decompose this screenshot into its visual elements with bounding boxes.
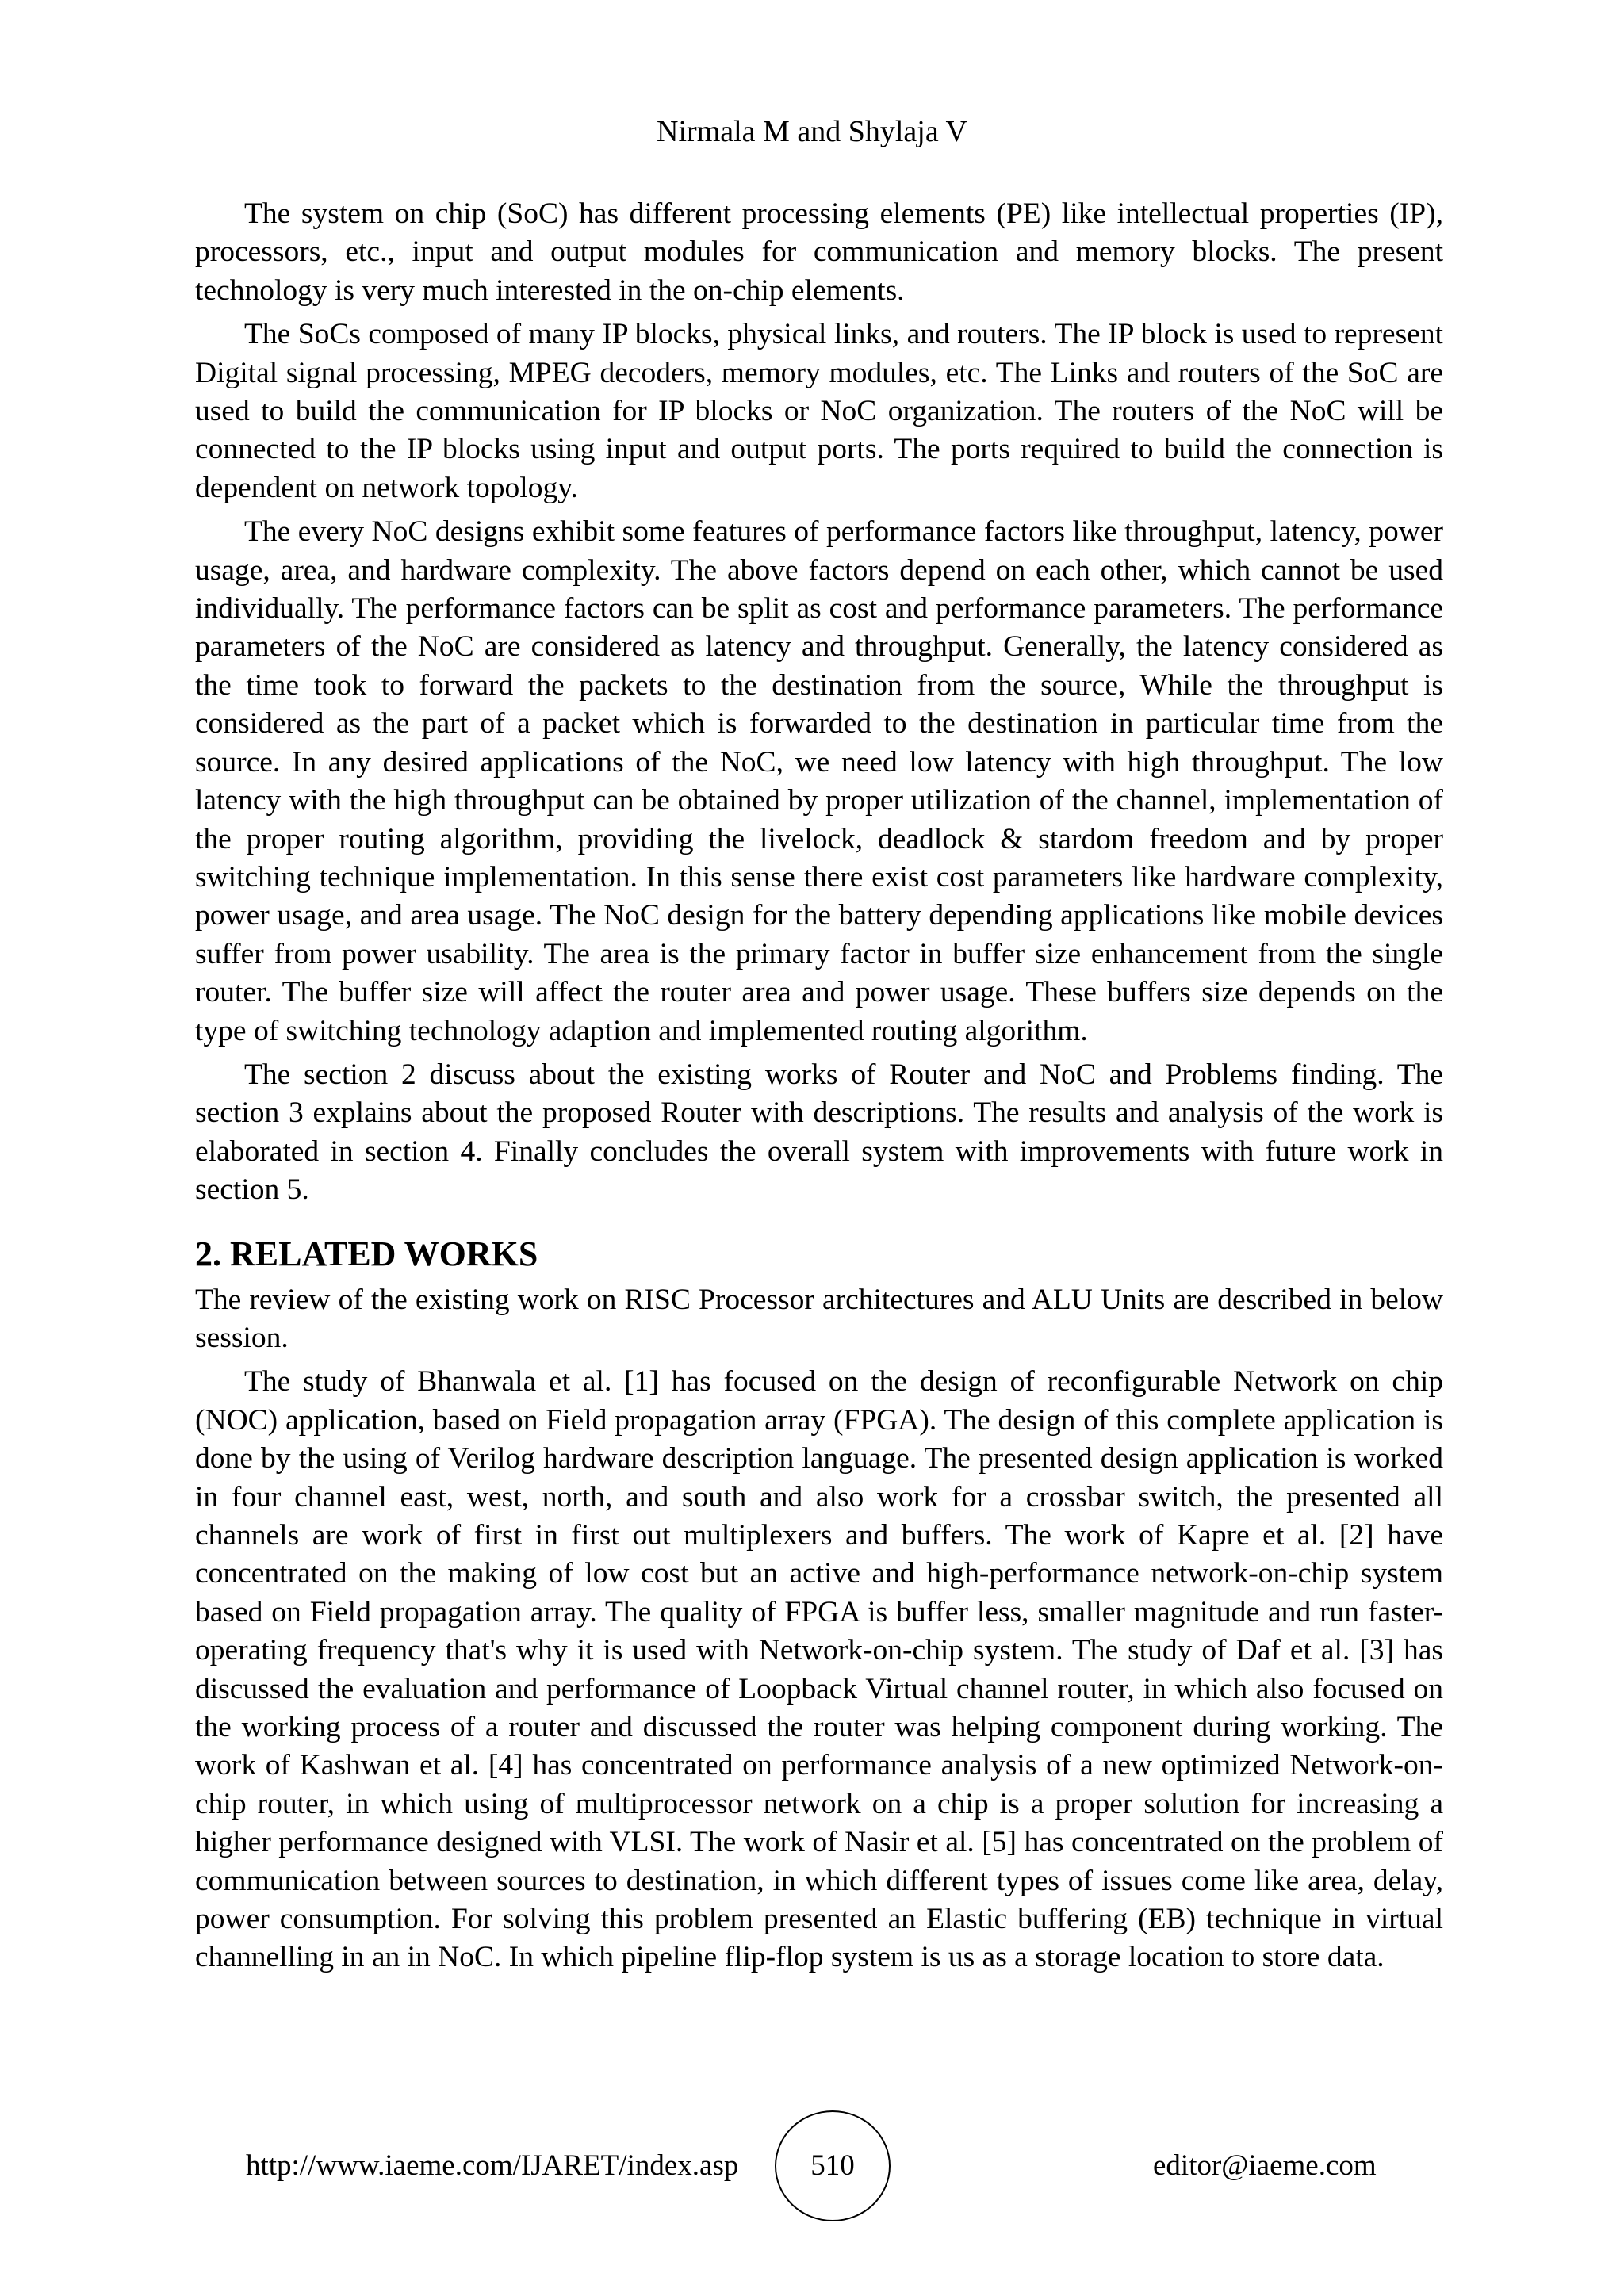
paragraph-soc-composition: The SoCs composed of many IP blocks, physical links, and routers. The IP block is used to represent Digital signal processing, MPEG decoders, memory modules, etc. The Links and routers of the SoC are used to build the communication for IP blocks or NoC organization. The routers of the NoC will be connected to the IP blocks using input and output ports. The ports required to build the connection is dependent on network topology. bbox=[195, 318, 1443, 504]
paragraph-related-works-intro: The review of the existing work on RISC Processor architectures and ALU Units are described in below session. bbox=[195, 1283, 1443, 1354]
running-head-authors: Nirmala M and Shylaja V bbox=[657, 115, 967, 148]
page-number-circle bbox=[775, 2110, 891, 2221]
section-heading-related-works: 2. RELATED WORKS bbox=[195, 1234, 538, 1273]
paragraph-section-overview: The section 2 discuss about the existing works of Router and NoC and Problems finding. The section 3 explains about the proposed Router with descriptions. The results and analysis of the work is elaborated in section 4. Finally concludes the overall system with improvements with future work in section 5. bbox=[195, 1058, 1443, 1207]
paragraph-soc-intro: The system on chip (SoC) has different processing elements (PE) like intellectual properties (IP), processors, etc., input and output modules for communication and memory blocks. The present technology is very much interested in the on-chip elements. bbox=[195, 197, 1443, 307]
footer-url-link[interactable]: http://www.iaeme.com/IJARET/index.asp bbox=[246, 2149, 739, 2182]
paragraph-related-works-review: The study of Bhanwala et al. [1] has focused on the design of reconfigurable Network on chip (NOC) application, based on Field propagation array (FPGA). The design of this complete application is done by the using of Verilog hardware description language. The presented design application is worked in four channel east, west, north, and south and also work for a crossbar switch, the presented all channels are work of first in first out multiplexers and buffers. The work of Kapre et al. [2] have concentrated on the making of low cost but an active and high-performance network-on-chip system based on Field propagation array. The quality of FPGA is buffer less, smaller magnitude and run faster-operating frequency that's why it is used with Network-on-chip system. The study of Daf et al. [3] has discussed the evaluation and performance of Loopback Virtual channel router, in which also focused on the working process of a router and discussed the router was helping component during working. The work of Kashwan et al. [4] has concentrated on performance analysis of a new optimized Network-on-chip router, in which using of multiprocessor network on a chip is a proper solution for increasing a higher performance designed with VLSI. The work of Nasir et al. [5] has concentrated on the problem of communication between sources to destination, in which different types of issues come like area, delay, power consumption. For solving this problem presented an Elastic buffering (EB) technique in virtual channelling in an in NoC. In which pipeline flip-flop system is us as a storage location to store data. bbox=[195, 1365, 1443, 1974]
footer-email-link[interactable]: editor@iaeme.com bbox=[1153, 2149, 1377, 2182]
body-text bbox=[195, 195, 1443, 1983]
page-number: 510 bbox=[810, 2149, 855, 2182]
paragraph-noc-performance: The every NoC designs exhibit some features of performance factors like throughput, latency, power usage, area, and hardware complexity. The above factors depend on each other, which cannot be used individually. The performance factors can be split as cost and performance parameters. The performance parameters of the NoC are considered as latency and throughput. Generally, the latency considered as the time took to forward the packets to the destination from the source, While the throughput is considered as the part of a packet which is forwarded to the destination in particular time from the source. In any desired applications of the NoC, we need low latency with high throughput. The low latency with the high throughput can be obtained by proper utilization of the channel, implementation of the proper routing algorithm, providing the livelock, deadlock & stardom freedom and by proper switching technique implementation. In this sense there exist cost parameters like hardware complexity, power usage, and area usage. The NoC design for the battery depending applications like mobile devices suffer from power usability. The area is the primary factor in buffer size enhancement from the single router. The buffer size will affect the router area and power usage. These buffers size depends on the type of switching technology adaption and implemented routing algorithm. bbox=[195, 515, 1443, 1047]
page-footer bbox=[0, 2110, 1624, 2221]
